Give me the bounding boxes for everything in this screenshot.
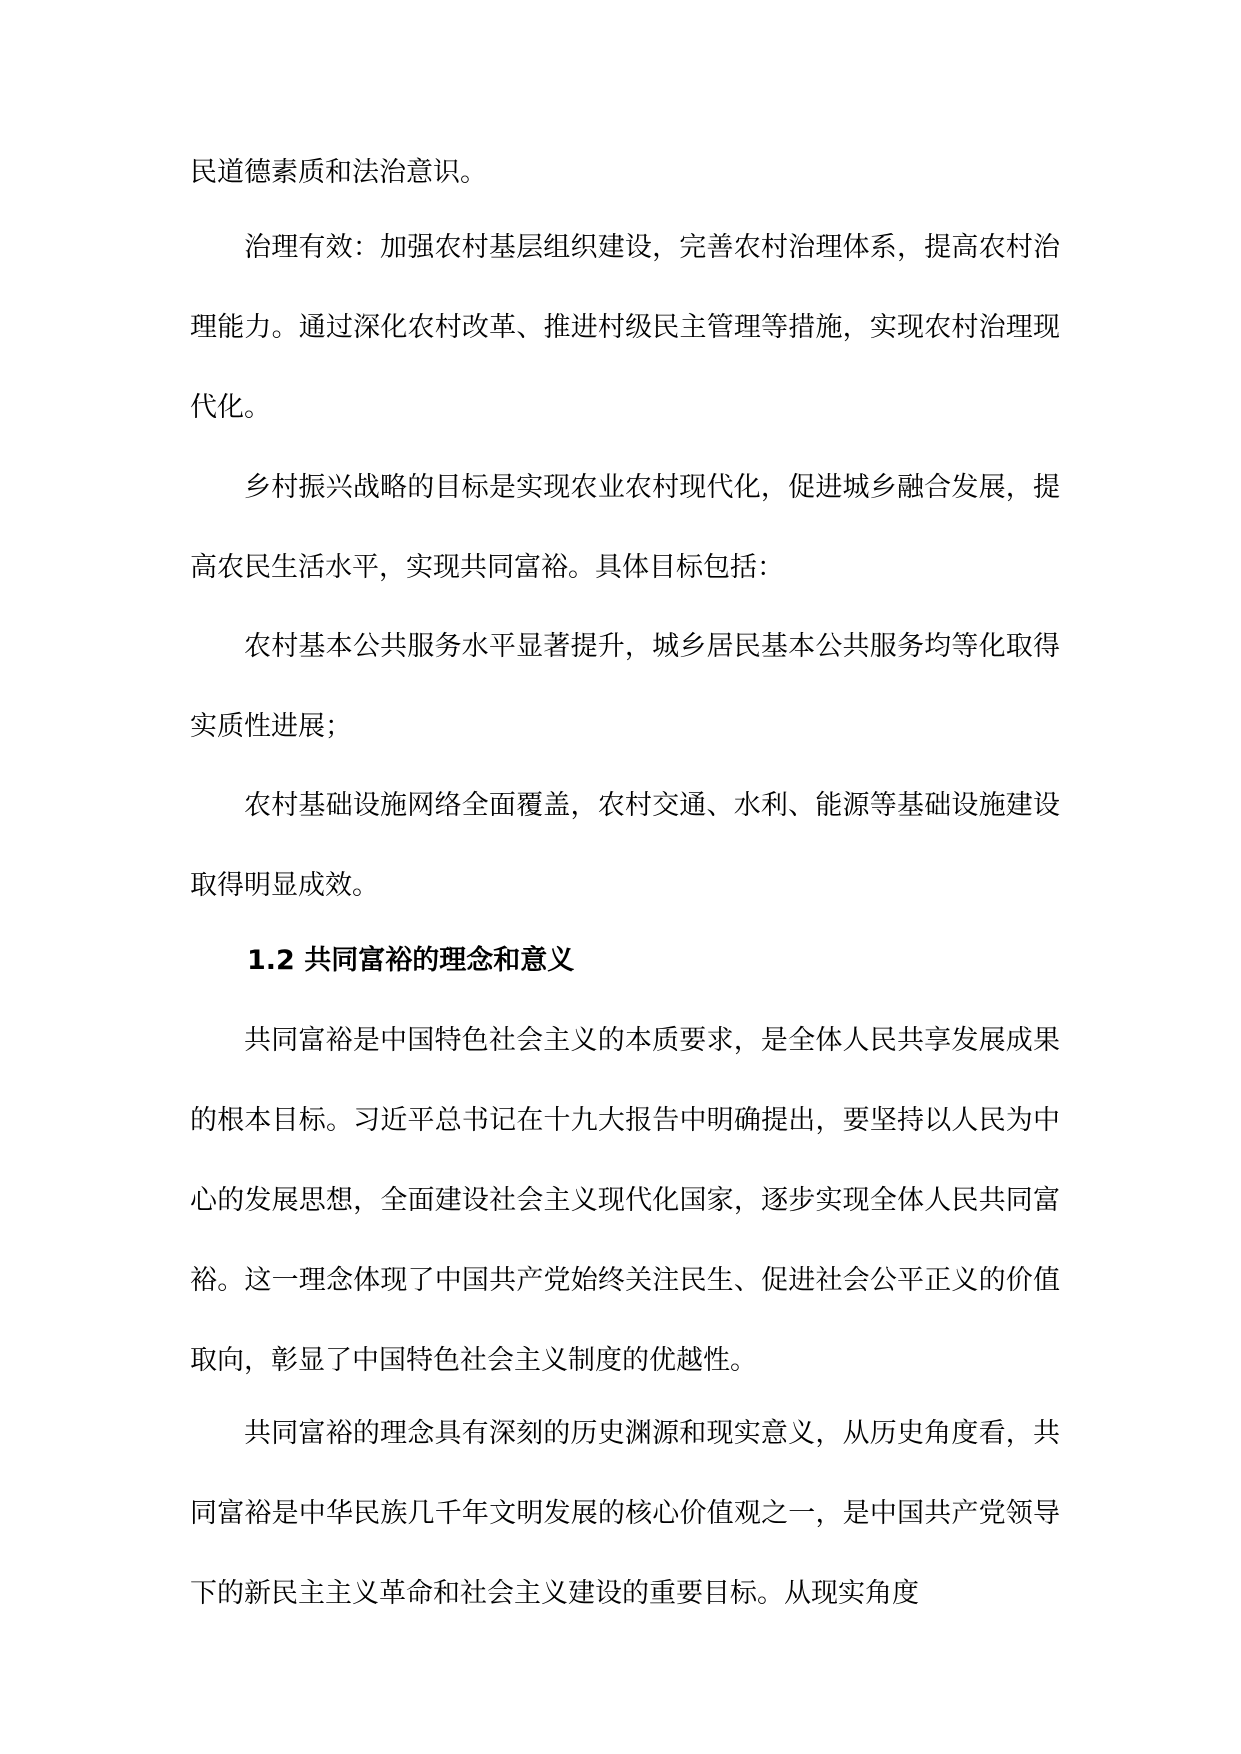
paragraph-public-services: 农村基本公共服务水平显著提升，城乡居民基本公共服务均等化取得实质性进展；	[190, 631, 1060, 742]
paragraph-common-prosperity: 共同富裕是中国特色社会主义的本质要求，是全体人民共享发展成果的根本目标。习近平总书记在十九大报告中明确提出，要坚持以人民为中心的发展思想，全面建设社会主义现代化国家，逐步实现全体人民共同富裕。这一理念体现了中国共产党始终关注民生、促进社会公平正义的价值取向，彰显了中国特色社会主义制度的优越性。	[190, 1025, 1060, 1376]
paragraph-continued: 民道德素质和法治意识。	[190, 157, 487, 188]
paragraph-governance: 治理有效：加强农村基层组织建设，完善农村治理体系，提高农村治理能力。通过深化农村改革、推进村级民主管理等措施，实现农村治理现代化。	[190, 232, 1060, 423]
paragraph-infrastructure: 农村基础设施网络全面覆盖，农村交通、水利、能源等基础设施建设取得明显成效。	[190, 790, 1060, 901]
paragraph-strategy-goal: 乡村振兴战略的目标是实现农业农村现代化，促进城乡融合发展，提高农民生活水平，实现共同富裕。具体目标包括：	[190, 472, 1060, 583]
section-heading: 1.2 共同富裕的理念和意义	[247, 945, 575, 976]
paragraph-historical-significance: 共同富裕的理念具有深刻的历史渊源和现实意义，从历史角度看，共同富裕是中华民族几千年文明发展的核心价值观之一，是中国共产党领导下的新民主主义革命和社会主义建设的重要目标。从现实角度	[190, 1418, 1060, 1609]
